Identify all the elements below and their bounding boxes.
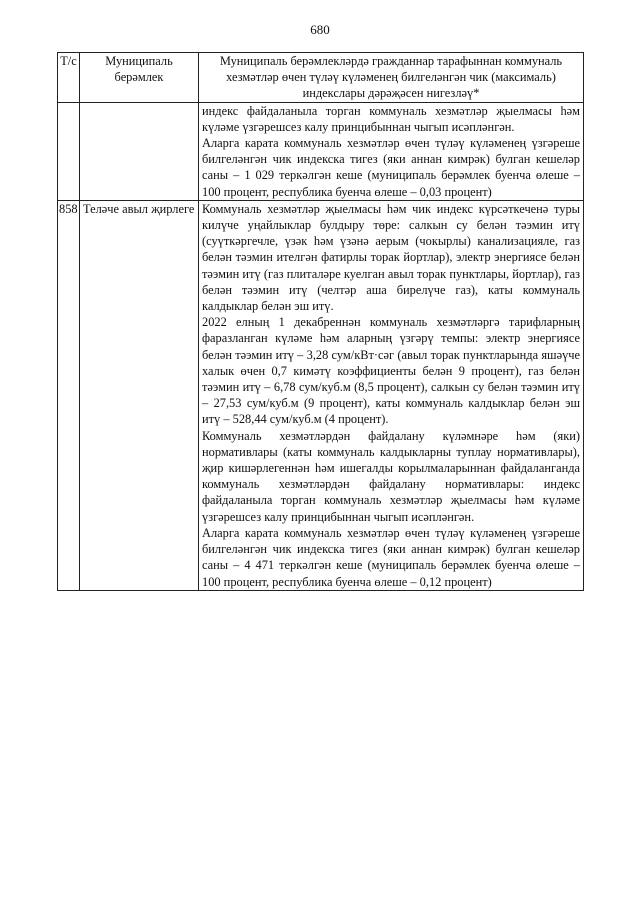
cell-municipality-empty bbox=[80, 102, 199, 200]
cell-description-continuation bbox=[199, 102, 584, 200]
index-table bbox=[57, 52, 584, 591]
cell-num-empty bbox=[58, 102, 80, 200]
paragraph: Аларга карата коммуналь хезмәтләр өчен түләү күләменең үзгәреше билгеләнгән чик индекска тигез (яки аннан кимрәк) булган кешеләр саны – 1 029 теркәлгән кеше (муниципаль берәмлек буенча өлеше – 100 процент, республика буенча өлеше – 0,03 процент) bbox=[202, 136, 580, 199]
paragraph: Коммуналь хезмәтләр җыелмасы һәм чик индекс күрсәткеченә туры килүче уңайлыклар булдыру төре: салкын су белән тәэмин итү (суүткәргечле, үзәк һәм үзәнә аерым (чокырлы) канализацияле, газ белән тәэмин ителгән фатирлы торак йортлар), электр энергиясе белән тәэмин итү (газ плиталәре куелган авыл торак пунктлары, йортлар), газ белән тәэмин итү (челтәр аша бирелүче газ), каты коммуналь калдыклар белән эш итү. bbox=[202, 201, 580, 314]
cell-num: 858 bbox=[58, 200, 80, 590]
paragraph: Аларга карата коммуналь хезмәтләр өчен түләү күләменең үзгәреше билгеләнгән чик индекска тигез (яки аннан кимрәк) булган кешеләр саны – 4 471 теркәлгән кеше (муниципаль берәмлек буенча өлеше – 100 процент, республика буенча өлеше – 0,12 процент) bbox=[202, 525, 580, 589]
table-row-858 bbox=[58, 200, 584, 590]
header-num: Т/с bbox=[58, 53, 80, 103]
paragraph: Коммуналь хезмәтләрдән файдалану күләмнәре һәм (яки) нормативлары (каты коммуналь калдыкларны туплау нормативлары), җир кишәрлегеннән һәм ишегалды корылмаларыннан файдаланганда коммуналь хезмәтләрдән файдалану нормативлары: индекс файдаланыла торган коммуналь хезмәтләр җыелмасы һәм күләме үзгәрешсез калу принцибыннан чыгып исәпләнгән. bbox=[202, 428, 580, 524]
cell-description bbox=[199, 200, 584, 590]
table-row-continuation bbox=[58, 102, 584, 200]
cell-municipality: Теләче авыл җирлеге bbox=[80, 200, 199, 590]
paragraph: индекс файдаланыла торган коммуналь хезмәтләр җыелмасы һәм күләме үзгәрешсез калу принцибыннан чыгып исәпләнгән. bbox=[202, 103, 580, 134]
paragraph: 2022 елның 1 декабреннән коммуналь хезмәтләргә тарифларның фаразланган күләме һәм аларның үзгәрү темпы: электр энергиясе белән тәэмин итү – 3,28 сум/кВт·сәг (авыл торак пунктларында яшәүче халык өчен 0,7 кимәтү коэффициенты белән 9 процент), газ белән тәэмин итү – 6,78 сум/куб.м (8,5 процент), салкын су белән тәэмин итү – 27,53 сум/куб.м (9 процент), каты коммуналь калдыклар белән эш итү – 528,44 сум/куб.м (4 процент). bbox=[202, 315, 580, 427]
page-number: 680 bbox=[310, 22, 330, 37]
header-municipality: Муниципаль берәмлек bbox=[80, 53, 199, 103]
table-header-row bbox=[58, 53, 584, 103]
header-description: Муниципаль берәмлекләрдә гражданнар тарафыннан коммуналь хезмәтләр өчен түләү күләменең билгеләнгән чик (максималь) индекслары дәрәҗәсен нигезләү* bbox=[199, 53, 584, 103]
